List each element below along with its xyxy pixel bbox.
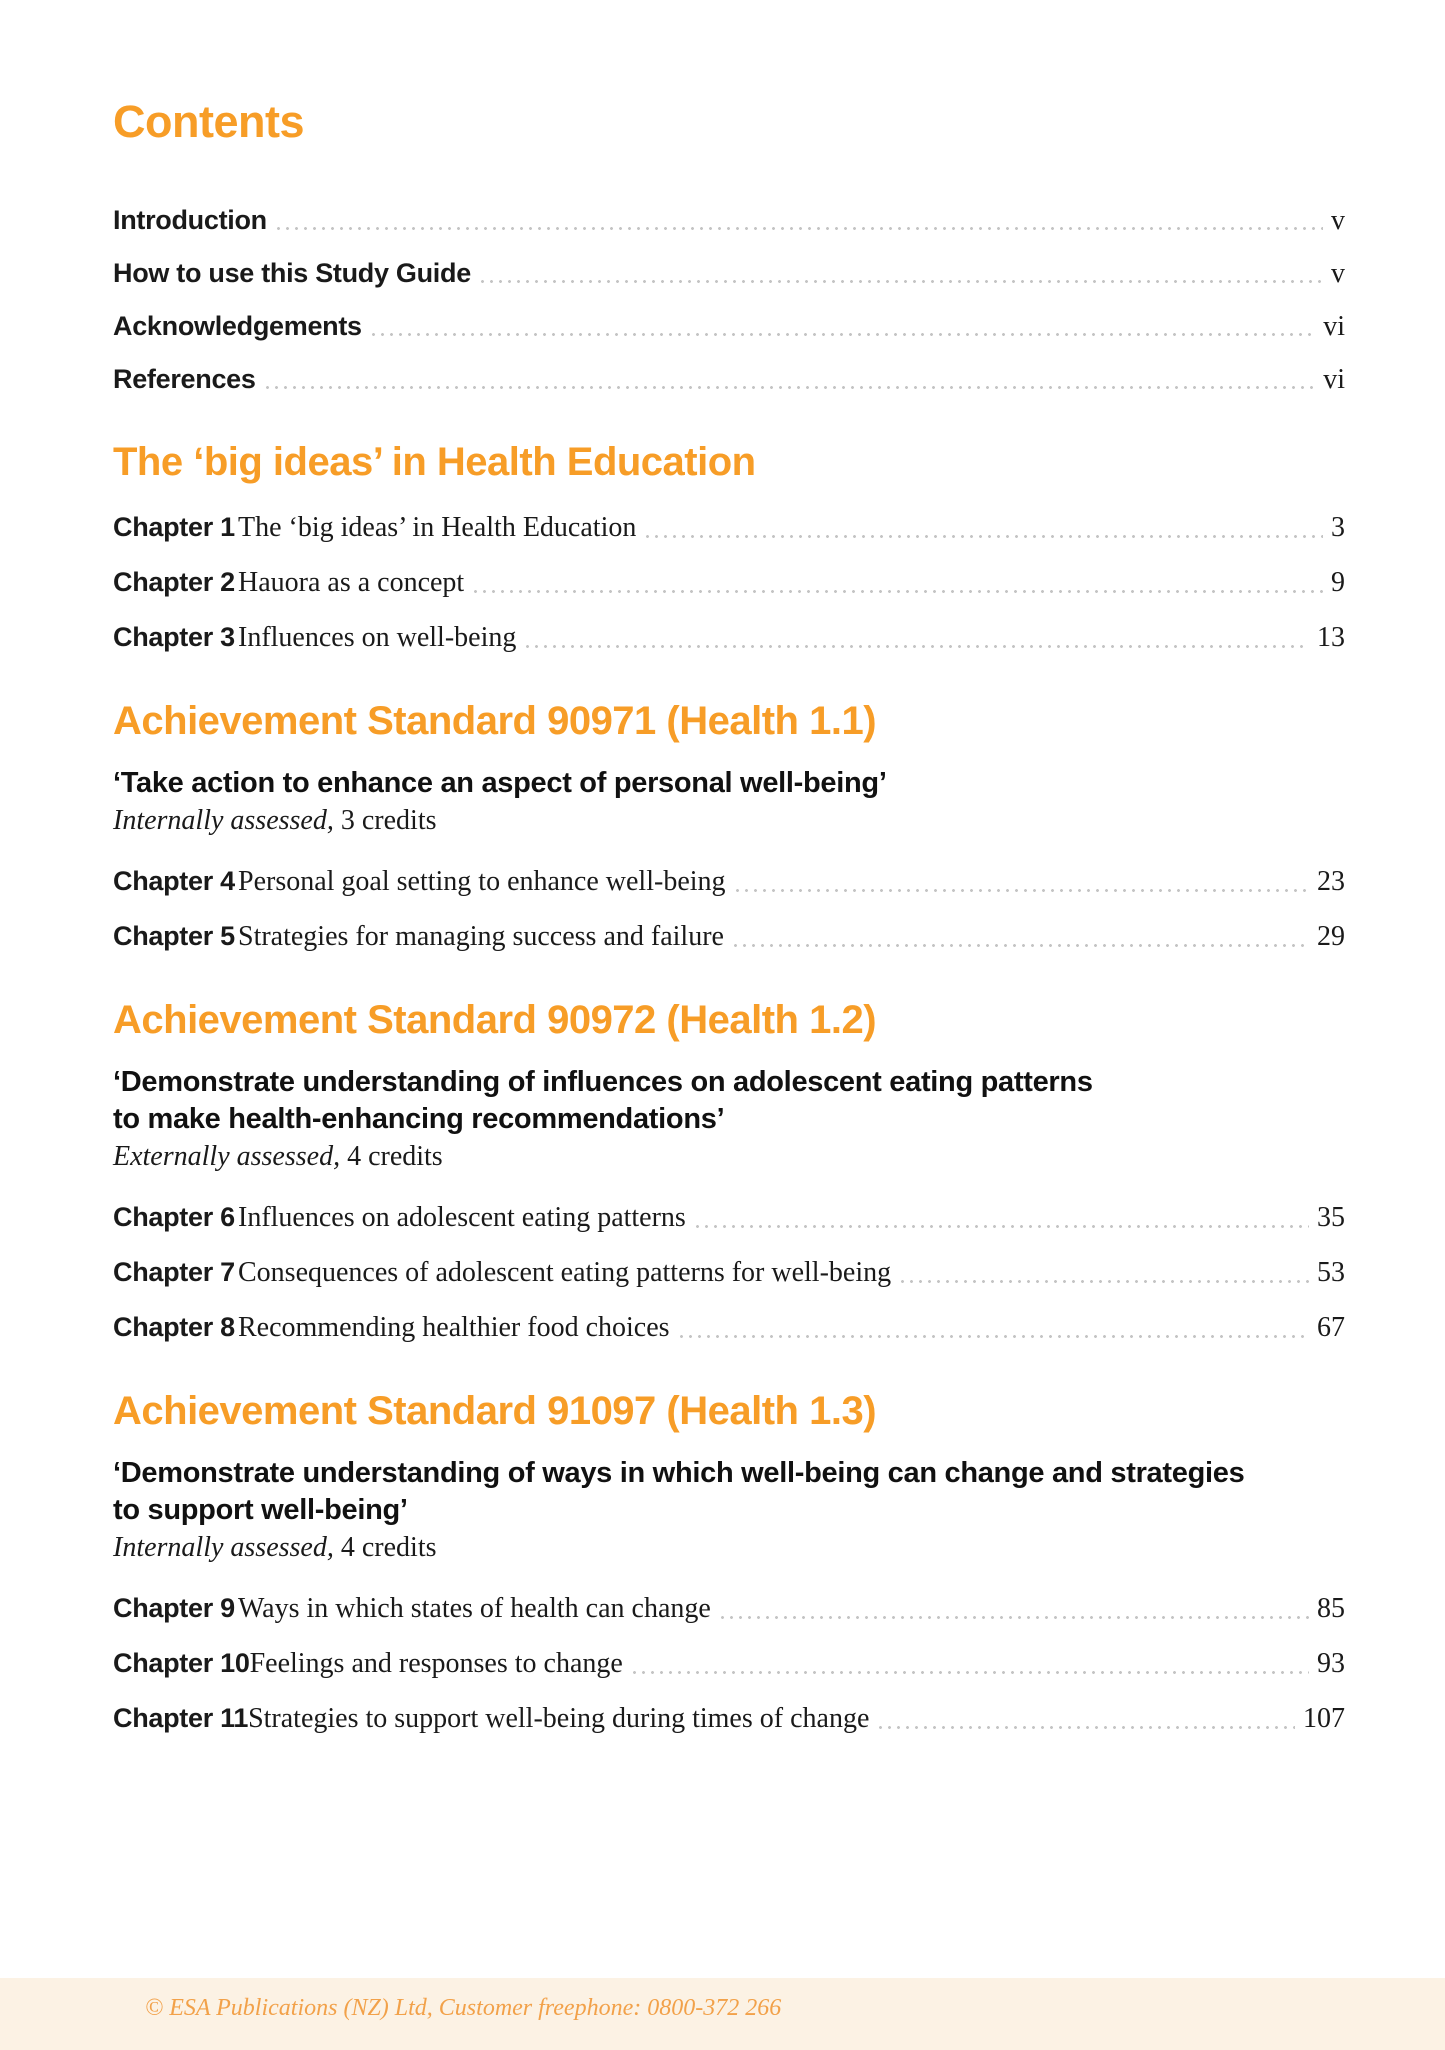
assessment-info (113, 1531, 1345, 1565)
section-as-90971 (113, 697, 1345, 954)
chapter-title: Recommending healthier food choices (238, 1312, 670, 1343)
toc-entry-how-to-use (113, 257, 1345, 290)
toc-entry-label: References (113, 364, 256, 394)
chapter-number-label: Chapter 2 (113, 567, 235, 597)
dot-leader (277, 227, 1323, 230)
toc-entry-chapter-6 (113, 1200, 1345, 1235)
assessment-credits: 4 credits (340, 1141, 443, 1172)
toc-entry-chapter-1 (113, 510, 1345, 545)
dot-leader (646, 535, 1323, 538)
dot-leader (680, 1335, 1309, 1338)
chapter-number-label: Chapter 4 (113, 866, 235, 896)
toc-entry-page: 35 (1317, 1202, 1345, 1233)
assessment-info (113, 804, 1345, 838)
assessment-mode: Internally assessed, (113, 805, 334, 836)
dot-leader (481, 280, 1323, 283)
toc-entry-chapter-7 (113, 1255, 1345, 1290)
assessment-credits: 4 credits (333, 1532, 437, 1563)
toc-entry-page: v (1331, 205, 1345, 236)
chapter-list (113, 1591, 1345, 1736)
toc-entry-page: vi (1323, 311, 1345, 342)
toc-entry-chapter-10 (113, 1646, 1345, 1681)
dot-leader (474, 590, 1323, 593)
toc-entry-page: 29 (1317, 921, 1345, 952)
toc-entry-page: 9 (1331, 567, 1345, 598)
assessment-info (113, 1140, 1345, 1174)
contents-page (113, 0, 1345, 1756)
chapter-number-label: Chapter 10 (113, 1648, 250, 1678)
toc-entry-chapter-8 (113, 1310, 1345, 1345)
chapter-title: Consequences of adolescent eating patterns for well-being (238, 1257, 892, 1288)
toc-entry-introduction (113, 204, 1345, 237)
chapter-title: Strategies for managing success and failure (238, 921, 724, 952)
chapter-number-label: Chapter 5 (113, 921, 235, 951)
section-heading: Achievement Standard 91097 (Health 1.3) (113, 1389, 877, 1433)
dot-leader (633, 1671, 1309, 1674)
assessment-mode: Internally assessed, (113, 1532, 334, 1563)
chapter-number-label: Chapter 11 (113, 1703, 249, 1733)
chapter-number-label: Chapter 7 (113, 1257, 235, 1287)
dot-leader (266, 386, 1316, 389)
chapter-list (113, 864, 1345, 954)
chapter-number-label: Chapter 8 (113, 1312, 235, 1342)
section-heading: The ‘big ideas’ in Health Education (113, 440, 756, 484)
chapter-title: Feelings and responses to change (249, 1648, 623, 1679)
dot-leader (901, 1280, 1309, 1283)
toc-entry-page: vi (1323, 364, 1345, 395)
toc-entry-page: 107 (1303, 1703, 1345, 1734)
dot-leader (721, 1616, 1309, 1619)
section-as-90972 (113, 996, 1345, 1345)
chapter-title: Influences on adolescent eating patterns (238, 1202, 686, 1233)
toc-entry-page: v (1331, 258, 1345, 289)
toc-entry-page: 13 (1317, 622, 1345, 653)
section-heading: Achievement Standard 90971 (Health 1.1) (113, 699, 877, 743)
chapter-title: Ways in which states of health can change (238, 1593, 711, 1624)
toc-entry-references (113, 363, 1345, 396)
dot-leader (696, 1225, 1309, 1228)
toc-entry-chapter-3 (113, 620, 1345, 655)
copyright-freephone-text: © ESA Publications (NZ) Ltd, Customer freephone: 0800-372 266 (145, 1995, 782, 2021)
section-subtitle-line-2: to make health-enhancing recommendations’ (113, 1103, 725, 1135)
toc-entry-page: 53 (1317, 1257, 1345, 1288)
section-subtitle-line-1: ‘Demonstrate understanding of ways in which well-being can change and strategies (113, 1457, 1245, 1489)
section-big-ideas (113, 438, 1345, 655)
dot-leader (734, 944, 1309, 947)
section-subtitle-line-1: ‘Demonstrate understanding of influences on adolescent eating patterns (113, 1066, 1093, 1098)
chapter-title: Hauora as a concept (238, 567, 465, 598)
toc-entry-page: 3 (1331, 512, 1345, 543)
assessment-mode: Externally assessed, (113, 1141, 341, 1172)
section-as-91097 (113, 1387, 1345, 1736)
toc-entry-chapter-2 (113, 565, 1345, 600)
toc-entry-label: Acknowledgements (113, 311, 362, 341)
page-title: Contents (113, 96, 304, 147)
chapter-number-label: Chapter 1 (113, 512, 235, 542)
chapter-title: Strategies to support well-being during times of change (248, 1703, 870, 1734)
toc-entry-page: 23 (1317, 866, 1345, 897)
toc-entry-acknowledgements (113, 310, 1345, 343)
toc-entry-chapter-5 (113, 919, 1345, 954)
chapter-list (113, 510, 1345, 655)
chapter-title: Influences on well-being (238, 622, 517, 653)
section-subtitle: ‘Take action to enhance an aspect of personal well-being’ (113, 767, 887, 799)
chapter-number-label: Chapter 6 (113, 1202, 235, 1232)
chapter-number-label: Chapter 9 (113, 1593, 235, 1623)
toc-entry-page: 85 (1317, 1593, 1345, 1624)
chapter-list (113, 1200, 1345, 1345)
dot-leader (372, 333, 1315, 336)
footer (0, 1978, 1445, 2050)
toc-entry-chapter-4 (113, 864, 1345, 899)
chapter-title: The ‘big ideas’ in Health Education (238, 512, 637, 543)
dot-leader (736, 889, 1309, 892)
toc-entry-page: 67 (1317, 1312, 1345, 1343)
toc-entry-label: How to use this Study Guide (113, 258, 471, 288)
toc-entry-page: 93 (1317, 1648, 1345, 1679)
section-subtitle-line-2: to support well-being’ (113, 1494, 408, 1526)
assessment-credits: 3 credits (333, 805, 437, 836)
toc-entry-chapter-11 (113, 1701, 1345, 1736)
dot-leader (879, 1726, 1295, 1729)
dot-leader (526, 645, 1309, 648)
front-matter-list (113, 204, 1345, 396)
toc-entry-chapter-9 (113, 1591, 1345, 1626)
section-heading: Achievement Standard 90972 (Health 1.2) (113, 998, 877, 1042)
chapter-number-label: Chapter 3 (113, 622, 235, 652)
toc-entry-label: Introduction (113, 205, 267, 235)
chapter-title: Personal goal setting to enhance well-being (238, 866, 726, 897)
